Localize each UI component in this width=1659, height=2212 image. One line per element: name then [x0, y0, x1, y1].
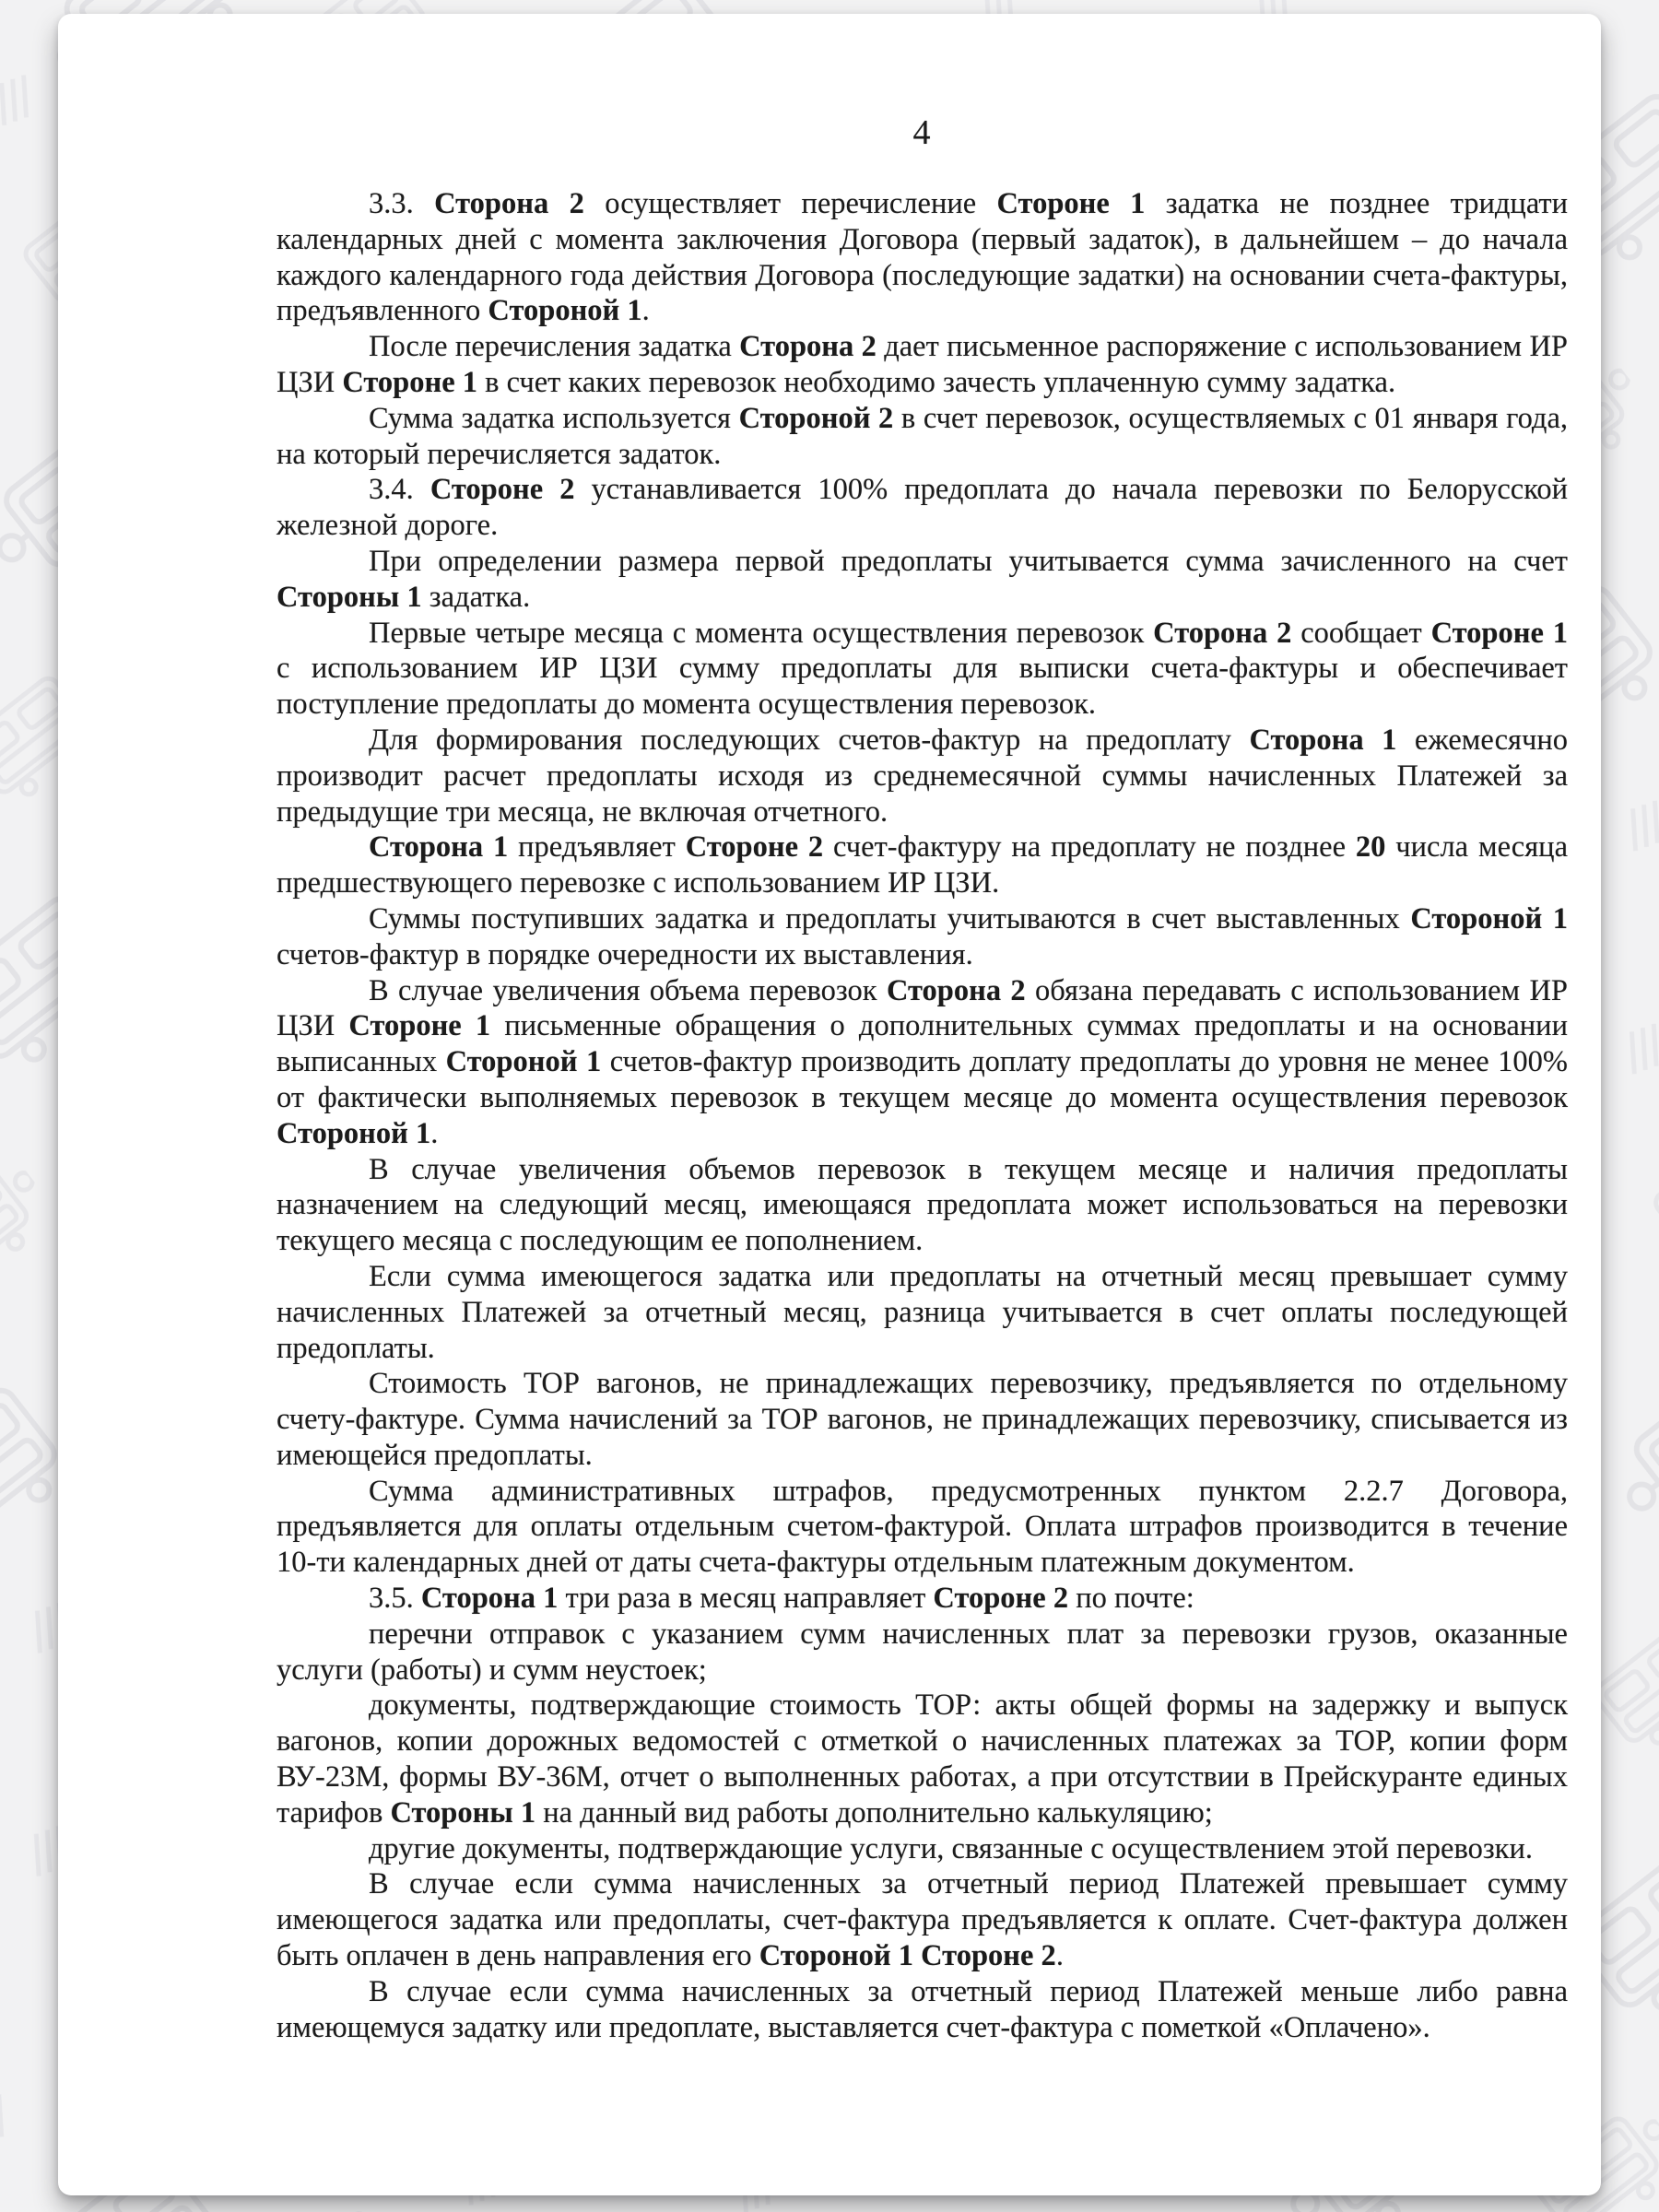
bold-run: Стороне 1 — [342, 365, 478, 399]
text-run: 3.3. — [369, 187, 435, 220]
text-run: В случае если сумма начисленных за отчетный период Платежей меньше либо равна имеющемуся задатку или предоплате, выставляется счет-фактура с пометкой «Оплачено». — [276, 1974, 1568, 2044]
paragraph — [276, 1831, 1568, 1867]
bold-run: Стороной 1 — [488, 294, 642, 328]
paragraph — [276, 616, 1568, 723]
text-run: дает письменное распоряжение с использованием ИР ЦЗИ — [276, 330, 1568, 399]
paragraph — [276, 472, 1568, 544]
paragraph — [276, 830, 1568, 901]
text-run: . — [641, 294, 650, 328]
text-run: При определении размера первой предоплаты учитывается сумма зачисленного на счет — [369, 544, 1568, 578]
text-run: числа месяца предшествующего перевозке с использованием ИР ЦЗИ. — [276, 830, 1568, 900]
bold-run: Стороне 2 — [685, 830, 824, 865]
text-run: по почте: — [1068, 1582, 1194, 1616]
text-run: Сумма задатка используется — [369, 401, 739, 435]
text-run: Первые четыре месяца с момента осуществления перевозок — [369, 616, 1154, 650]
text-run: Суммы поступивших задатка и предоплаты учитываются в счет выставленных — [369, 901, 1411, 935]
text-run: Если сумма имеющегося задатка или предоплаты на отчетный месяц превышает сумму начисленных Платежей за отчетный месяц, разница учитывается в счет оплаты последующей предоплаты. — [276, 1259, 1568, 1365]
bold-run: Сторона 2 — [886, 973, 1026, 1007]
text-run: задатка не позднее тридцати календарных дней с момента заключения Договора (первый задаток), в дальнейшем – до начала каждого календарного года действия Договора (последующие задатки) на основании счета-фактуры, предъявленного — [276, 187, 1568, 328]
text-run: обязана передавать с использованием ИР ЦЗИ — [276, 973, 1568, 1043]
paragraph — [276, 401, 1568, 473]
paragraph — [276, 973, 1568, 1152]
text-run: счетов-фактур производить доплату предоплаты до уровня не менее 100% от фактически выполняемых перевозок в текущем месяце до момента осуществления перевозок — [276, 1045, 1568, 1114]
bold-run: Сторона 1 — [1249, 723, 1397, 757]
document-page — [58, 14, 1601, 2195]
bold-run: Стороне 2 — [933, 1582, 1069, 1616]
text-run: документы, подтверждающие стоимость ТОР: акты общей формы на задержку и выпуск вагонов, копии дорожных ведомостей с отметкой о начисленных платежах за ТОР, копии форм ВУ-23М, формы ВУ-36М, отчет о выполненных работах, а при отсутствии в Прейскуранте единых тарифов — [276, 1688, 1568, 1830]
text-run: 3.4. — [369, 473, 430, 507]
text-run: в счет каких перевозок необходимо зачесть уплаченную сумму задатка. — [477, 365, 1396, 399]
text-run: Стоимость ТОР вагонов, не принадлежащих перевозчику, предъявляется по отдельному счету-фактуре. Сумма начислений за ТОР вагонов, не принадлежащих перевозчику, списывается из имеющейся предоплаты. — [276, 1367, 1568, 1472]
text-run: на данный вид работы дополнительно калькуляцию; — [535, 1795, 1213, 1830]
bold-run: Стороной 1 — [445, 1045, 602, 1079]
text-run: ежемесячно производит расчет предоплаты исходя из среднемесячной суммы начисленных Платежей за предыдущие три месяца, не включая отчетного. — [276, 723, 1568, 829]
document-body — [276, 186, 1568, 2045]
page-content — [58, 14, 1601, 2195]
bold-run: Стороне 1 — [996, 187, 1146, 220]
text-run: с использованием ИР ЦЗИ сумму предоплаты для выписки счета-фактуры и обеспечивает поступление предоплаты до момента осуществления перевозок. — [276, 652, 1568, 722]
text-run: другие документы, подтверждающие услуги, связанные с осуществлением этой перевозки. — [369, 1831, 1533, 1865]
text-run: В случае если сумма начисленных за отчетный период Платежей превышает сумму имеющегося задатка или предоплаты, счет-фактура предъявляется к оплате. Счет-фактура должен быть оплачен в день направления его — [276, 1867, 1568, 1973]
bold-run: Стороной 1 — [1410, 901, 1568, 935]
bold-run: Стороне 2 — [429, 473, 575, 507]
text-run: В случае увеличения объемов перевозок в текущем месяце и наличия предоплаты назначением на следующий месяц, имеющаяся предоплата может использоваться на перевозки текущего месяца с последующим ее пополнением. — [276, 1152, 1568, 1258]
bold-run: Сторона 2 — [1153, 616, 1292, 650]
text-run: В случае увеличения объема перевозок — [369, 973, 887, 1007]
text-run: письменные обращения о дополнительных суммах предоплаты и на основании выписанных — [276, 1009, 1568, 1079]
bold-run: Сторона 1 — [369, 830, 509, 865]
text-run: Сумма административных штрафов, предусмотренных пунктом 2.2.7 Договора, предъявляется для оплаты отдельным счетом-фактурой. Оплата штрафов производится в течение 10-ти календарных дней от даты счета-фактуры отдельным платежным документом. — [276, 1474, 1568, 1580]
paragraph — [276, 1974, 1568, 2046]
text-run: устанавливается 100% предоплата до начала перевозки по Белорусской железной дороге. — [276, 473, 1569, 543]
text-run: перечни отправок с указанием сумм начисленных плат за перевозки грузов, оказанные услуги (работы) и сумм неустоек; — [276, 1617, 1568, 1687]
bold-run: Сторона 2 — [739, 330, 877, 364]
bold-run: Стороны 1 — [390, 1795, 536, 1830]
paragraph — [276, 1366, 1568, 1473]
paragraph — [276, 723, 1568, 830]
paragraph — [276, 1617, 1568, 1688]
text-run: в счет перевозок, осуществляемых с 01 января года, на который перечисляется задаток. — [276, 401, 1568, 471]
bold-run: Стороне 1 — [1430, 616, 1568, 650]
page-number: 4 — [912, 113, 932, 152]
paragraph — [276, 186, 1568, 329]
text-run: осуществляет перечисление — [583, 187, 997, 220]
text-run: задатка. — [421, 580, 531, 614]
bold-run: 20 — [1355, 830, 1386, 865]
paragraph — [276, 1866, 1568, 1973]
paragraph — [276, 1474, 1568, 1581]
bold-run: Стороной 1 Стороне 2 — [759, 1939, 1056, 1973]
text-run: . — [1055, 1939, 1064, 1973]
bold-run: Стороны 1 — [276, 580, 422, 614]
paragraph — [276, 1581, 1568, 1617]
paragraph — [276, 1152, 1568, 1259]
text-run: три раза в месяц направляет — [558, 1582, 934, 1616]
bold-run: Стороной 1 — [276, 1116, 431, 1150]
paragraph — [276, 329, 1568, 401]
text-run: сообщает — [1291, 616, 1431, 650]
paragraph — [276, 1259, 1568, 1366]
text-run: счетов-фактур в порядке очередности их выставления. — [276, 937, 973, 971]
paragraph — [276, 901, 1568, 973]
bold-run: Стороной 2 — [738, 401, 894, 435]
text-run: счет-фактуру на предоплату не позднее — [823, 830, 1356, 865]
paragraph — [276, 1688, 1568, 1830]
text-run: 3.5. — [369, 1582, 421, 1616]
paragraph — [276, 544, 1568, 616]
text-run: После перечисления задатка — [369, 330, 740, 364]
text-run: Для формирования последующих счетов-фактур на предоплату — [369, 723, 1250, 757]
bold-run: Сторона 1 — [420, 1582, 559, 1616]
bold-run: Сторона 2 — [434, 187, 584, 220]
text-run: . — [430, 1116, 439, 1150]
text-run: предъявляет — [508, 830, 686, 865]
bold-run: Стороне 1 — [348, 1009, 491, 1043]
